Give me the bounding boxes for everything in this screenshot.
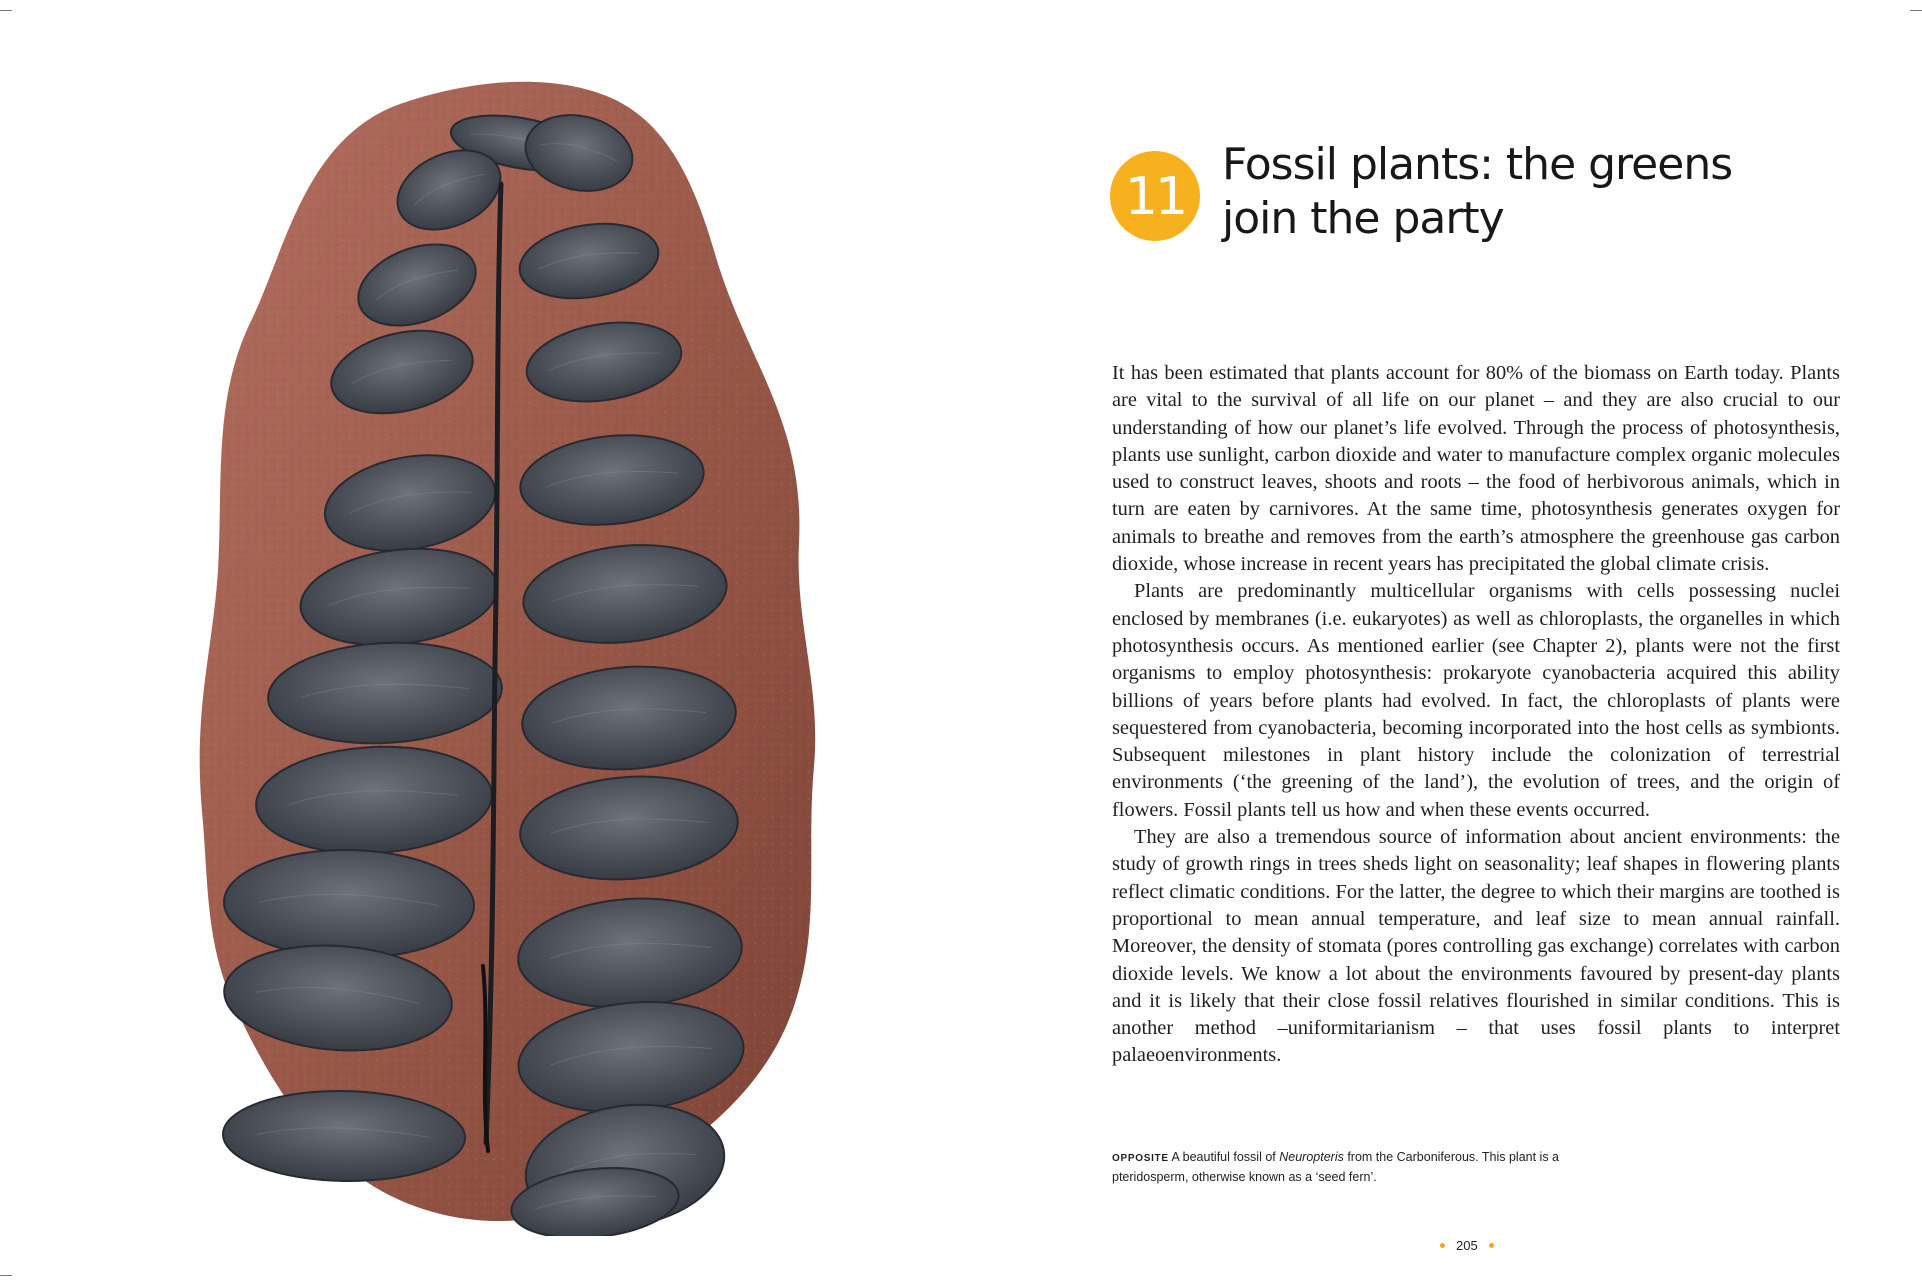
caption-text-before-italic: A beautiful fossil of (1168, 1150, 1280, 1164)
figure-caption (1112, 1148, 1632, 1187)
chapter-title-line-1: Fossil plants: the greens (1222, 139, 1733, 190)
chapter-number-badge (1110, 151, 1200, 241)
caption-text-after-italic: from the Carboniferous. This plant is a pteridosperm, otherwise known as a ‘seed fern’. (1112, 1150, 1560, 1184)
body-paragraph-2: Plants are predominantly multicellular organisms with cells possessing nuclei enclosed by membranes (i.e. eukaryotes) as well as chloroplasts, the organelles in which photosynthesis occurs. As mentioned earlier (see Chapter 2), plants were not the first organisms to employ photosynthesis: prokaryote cyanobacteria acquired this ability billions of years before plants had evolved. In fact, the chloroplasts of plants were sequestered from cyanobacteria, becoming incorporated into the host cells as symbionts. Subsequent milestones in plant history include the colonization of terrestrial environments (‘the greening of the land’), the evolution of trees, and the origin of flowers. Fossil plants tell us how and when these events occurred. (1112, 580, 1840, 821)
body-paragraph-1: It has been estimated that plants account for 80% of the biomass on Earth today. Plants are vital to the survival of all life on our planet – and they are also crucial to our understanding of how our planet’s life evolved. Through the process of photosynthesis, plants use sunlight, carbon dioxide and water to manufacture complex organic molecules used to construct leaves, shoots and roots – the food of herbivorous animals, which in turn are eaten by carnivores. At the same time, photosynthesis generates oxygen for animals to breathe and removes from the earth’s atmosphere the greenhouse gas carbon dioxide, whose increase in recent years has precipitated the global climate crisis. (1112, 362, 1840, 576)
caption-italic-genus: Neuropteris (1279, 1150, 1344, 1164)
footer-right-dot-icon (1489, 1243, 1494, 1248)
crop-mark-left-top (0, 10, 12, 11)
chapter-body-text (1112, 360, 1840, 1070)
neuropteris-fossil-illustration (195, 76, 825, 1236)
fossil-fern-image (195, 76, 825, 1236)
caption-label: OPPOSITE (1112, 1153, 1169, 1164)
chapter-number: 11 (1124, 167, 1186, 227)
crop-mark-left-bottom (0, 1275, 12, 1276)
crop-mark-right-top (1910, 10, 1922, 11)
page-number: 205 (1456, 1238, 1478, 1253)
body-paragraph-3: They are also a tremendous source of information about ancient environments: the study of growth rings in trees sheds light on seasonality; leaf shapes in flowering plants reflect climatic conditions. For the latter, the degree to which their margins are toothed is proportional to mean annual temperature, and leaf size to mean annual rainfall. Moreover, the density of stomata (pores controlling gas exchange) correlates with carbon dioxide levels. We know a lot about the environments favoured by present-day plants and it is likely that their close fossil relatives flourished in similar conditions. This is another method –uniformitarianism – that uses fossil plants to interpret palaeoenvironments. (1112, 826, 1840, 1067)
page-footer (1440, 1238, 1494, 1253)
footer-left-dot-icon (1440, 1243, 1445, 1248)
chapter-title-line-2: join the party (1222, 193, 1504, 244)
chapter-title (1222, 138, 1842, 246)
